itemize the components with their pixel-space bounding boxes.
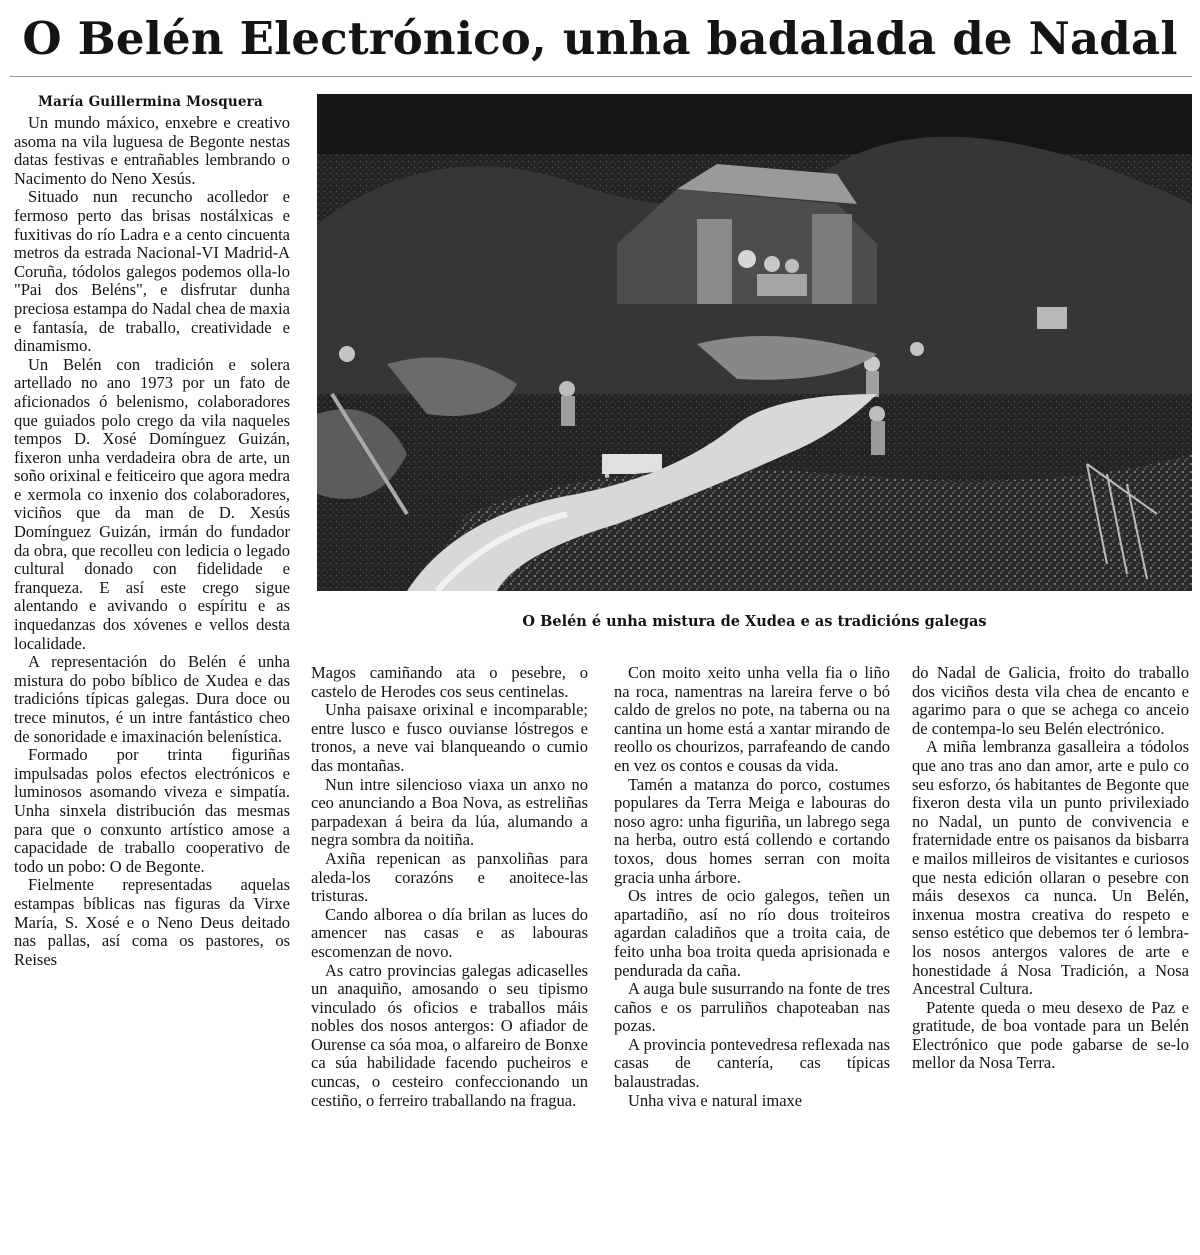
nativity-scene-illustration: [317, 94, 1192, 591]
text-column-2: [311, 664, 588, 1110]
text-column-4: [912, 664, 1189, 1073]
paragraph: Magos camiñando ata o pesebre, o castelo de Herodes cos seus centinelas.: [311, 663, 588, 701]
nativity-scene-photo: [317, 94, 1192, 591]
paragraph: Tamén a matanza do porco, costumes populares da Terra Meiga e labouras do noso agro: unha figuriña, un labrego sega na herba, outro está collendo e cortando toxos, dous homes serran con moita gracia unha árbore.: [614, 774, 890, 887]
paragraph: Un mundo máxico, enxebre e creativo asoma na vila luguesa de Begonte nestas datas festivas e entrañables lembrando o Nacimento do Neno Xesús.: [14, 113, 290, 188]
headline-rule: [10, 76, 1192, 77]
paragraph: As catro provincias galegas adicaselles un anaquiño, amosando o seu tipismo vinculado ós oficios e traballos máis nobles dos nosos antergos: O afiador de Ourense ca sóa moa, o alfareiro de Bonxe ca súa habilidade facendo pucheiros e cuncas, o cesteiro confeccionando un cestiño, o ferreiro traballando na fragua.: [311, 960, 588, 1110]
paragraph: Fielmente representadas aquelas estampas bíblicas nas figuras da Virxe María, S. Xosé e o Neno Deus deitado nas pallas, así coma os pastores, os Reises: [14, 875, 290, 969]
paragraph: A provincia pontevedresa reflexada nas casas de cantería, cas típicas balaustradas.: [614, 1034, 890, 1092]
paragraph: Con moito xeito unha vella fia o liño na roca, namentras na lareira ferve o bó caldo de grelos no pote, na taberna ou na cantina un home está a xantar mirando de reollo os chourizos, parrafeando de cando en vez os contos e cousas da vida.: [614, 663, 890, 775]
paragraph: Cando alborea o día brilan as luces do amencer nas casas e as labouras escomenzan de novo.: [311, 904, 588, 961]
paragraph: Os intres de ocio galegos, teñen un apartadiño, así no río dous troiteiros agardan caladiños que a troita caia, de feito unha boa troita queda aprisionada e pendurada da caña.: [614, 886, 890, 980]
paragraph: Unha paisaxe orixinal e incomparable; entre lusco e fusco ouvianse lóstregos e tronos, a neve vai blanqueando o cumio das montañas.: [311, 700, 588, 775]
paragraph: do Nadal de Galicia, froito do traballo dos viciños desta vila chea de encanto e agarimo para o que se achega co anceio de contempa-lo seu Belén electrónico.: [912, 663, 1189, 738]
paragraph: Unha viva e natural imaxe: [628, 1090, 803, 1110]
text-column-3: [614, 664, 890, 1110]
paragraph: Situado nun recuncho acolledor e fermoso perto das brisas nostálxicas e fuxitivas do río Ladra e a cento cincuenta metros da estrada Nacional-VI Madrid-A Coruña, tódolos galegos podemos olla-lo "Pai dos Beléns", e disfrutar dunha preciosa estampa do Nadal chea de maxia e fantasía, de traballo, creatividade e dinamismo.: [14, 187, 290, 356]
paragraph: Patente queda o meu desexo de Paz e gratitude, de boa vontade para un Belén Electrónico que pode gabarse de se-lo mellor da Nosa Terra.: [912, 997, 1189, 1073]
paragraph: A representación do Belén é unha mistura do pobo bíblico de Xudea e das tradicións típicas galegas. Dura doce ou trece minutos, é un intre fantástico cheo de sonoridade e imaxinación belenística.: [14, 652, 290, 746]
paragraph: A auga bule susurrando na fonte de tres caños e os parruliños chapoteaban nas pozas.: [614, 979, 890, 1036]
paragraph: Un Belén con tradición e solera artellado no ano 1973 por un fato de aficionados ó belenismo, colaboradores que guiados polo crego da vila naqueles tempos D. Xosé Domínguez Guizán, fixeron unha verdadeira obra de arte, un soño orixinal e feiticeiro que agora medra e xermola co inxenio dos colaboradores, viciños que da man de D. Xesús Domínguez Guizán, irmán do fundador da obra, que recolleu con ledicia o legado cultural donado con fidelidade e franqueza. E así este crego sigue alentando e avivando o espíritu e as inquedanzas dos xóvenes e vellos desta localidade.: [14, 354, 290, 653]
article-headline: O Belén Electrónico, unha badalada de Nadal: [22, 12, 1178, 65]
paragraph: A miña lembranza gasalleira a tódolos que ano tras ano dan amor, arte e pulo co seu esforzo, ós habitantes de Begonte que fixeron desta vila un punto privilexiado no Nadal, un punto de convivencia e fraternidade entre os paisanos da bisbarra e mailos milleiros de visitantes e curiosos que nesta edición ollaran o pesebre con máis desexos ca nunca. Un Belén, inxenua mostra creativa do respeto e senso estético que debemos ter ó lembra-los nosos antergos valores de arte e honestidade á Nosa Tradición, a Nosa Ancestral Cultura.: [912, 737, 1189, 999]
text-column-1: [14, 94, 290, 969]
photo-caption: O Belén é unha mistura de Xudea e as tradicións galegas: [522, 613, 987, 630]
paragraph: Formado por trinta figuriñas impulsadas polos efectos electrónicos e luminosos asomando viveza e simpatía. Unha sinxela distribución das mesmas para que o conxunto artístico amose a capacidade de traballo cooperativo de todo un pobo: O de Begonte.: [14, 745, 290, 876]
article-byline: María Guillermina Mosquera: [38, 94, 263, 110]
paragraph: Axiña repenican as panxoliñas para aleda-los corazóns e anoitece-las tristuras.: [311, 848, 588, 906]
paragraph: Nun intre silencioso viaxa un anxo no ceo anunciando a Boa Nova, as estreliñas parpadexan á beira da lúa, alumando a negra sombra da noitiña.: [311, 774, 588, 850]
